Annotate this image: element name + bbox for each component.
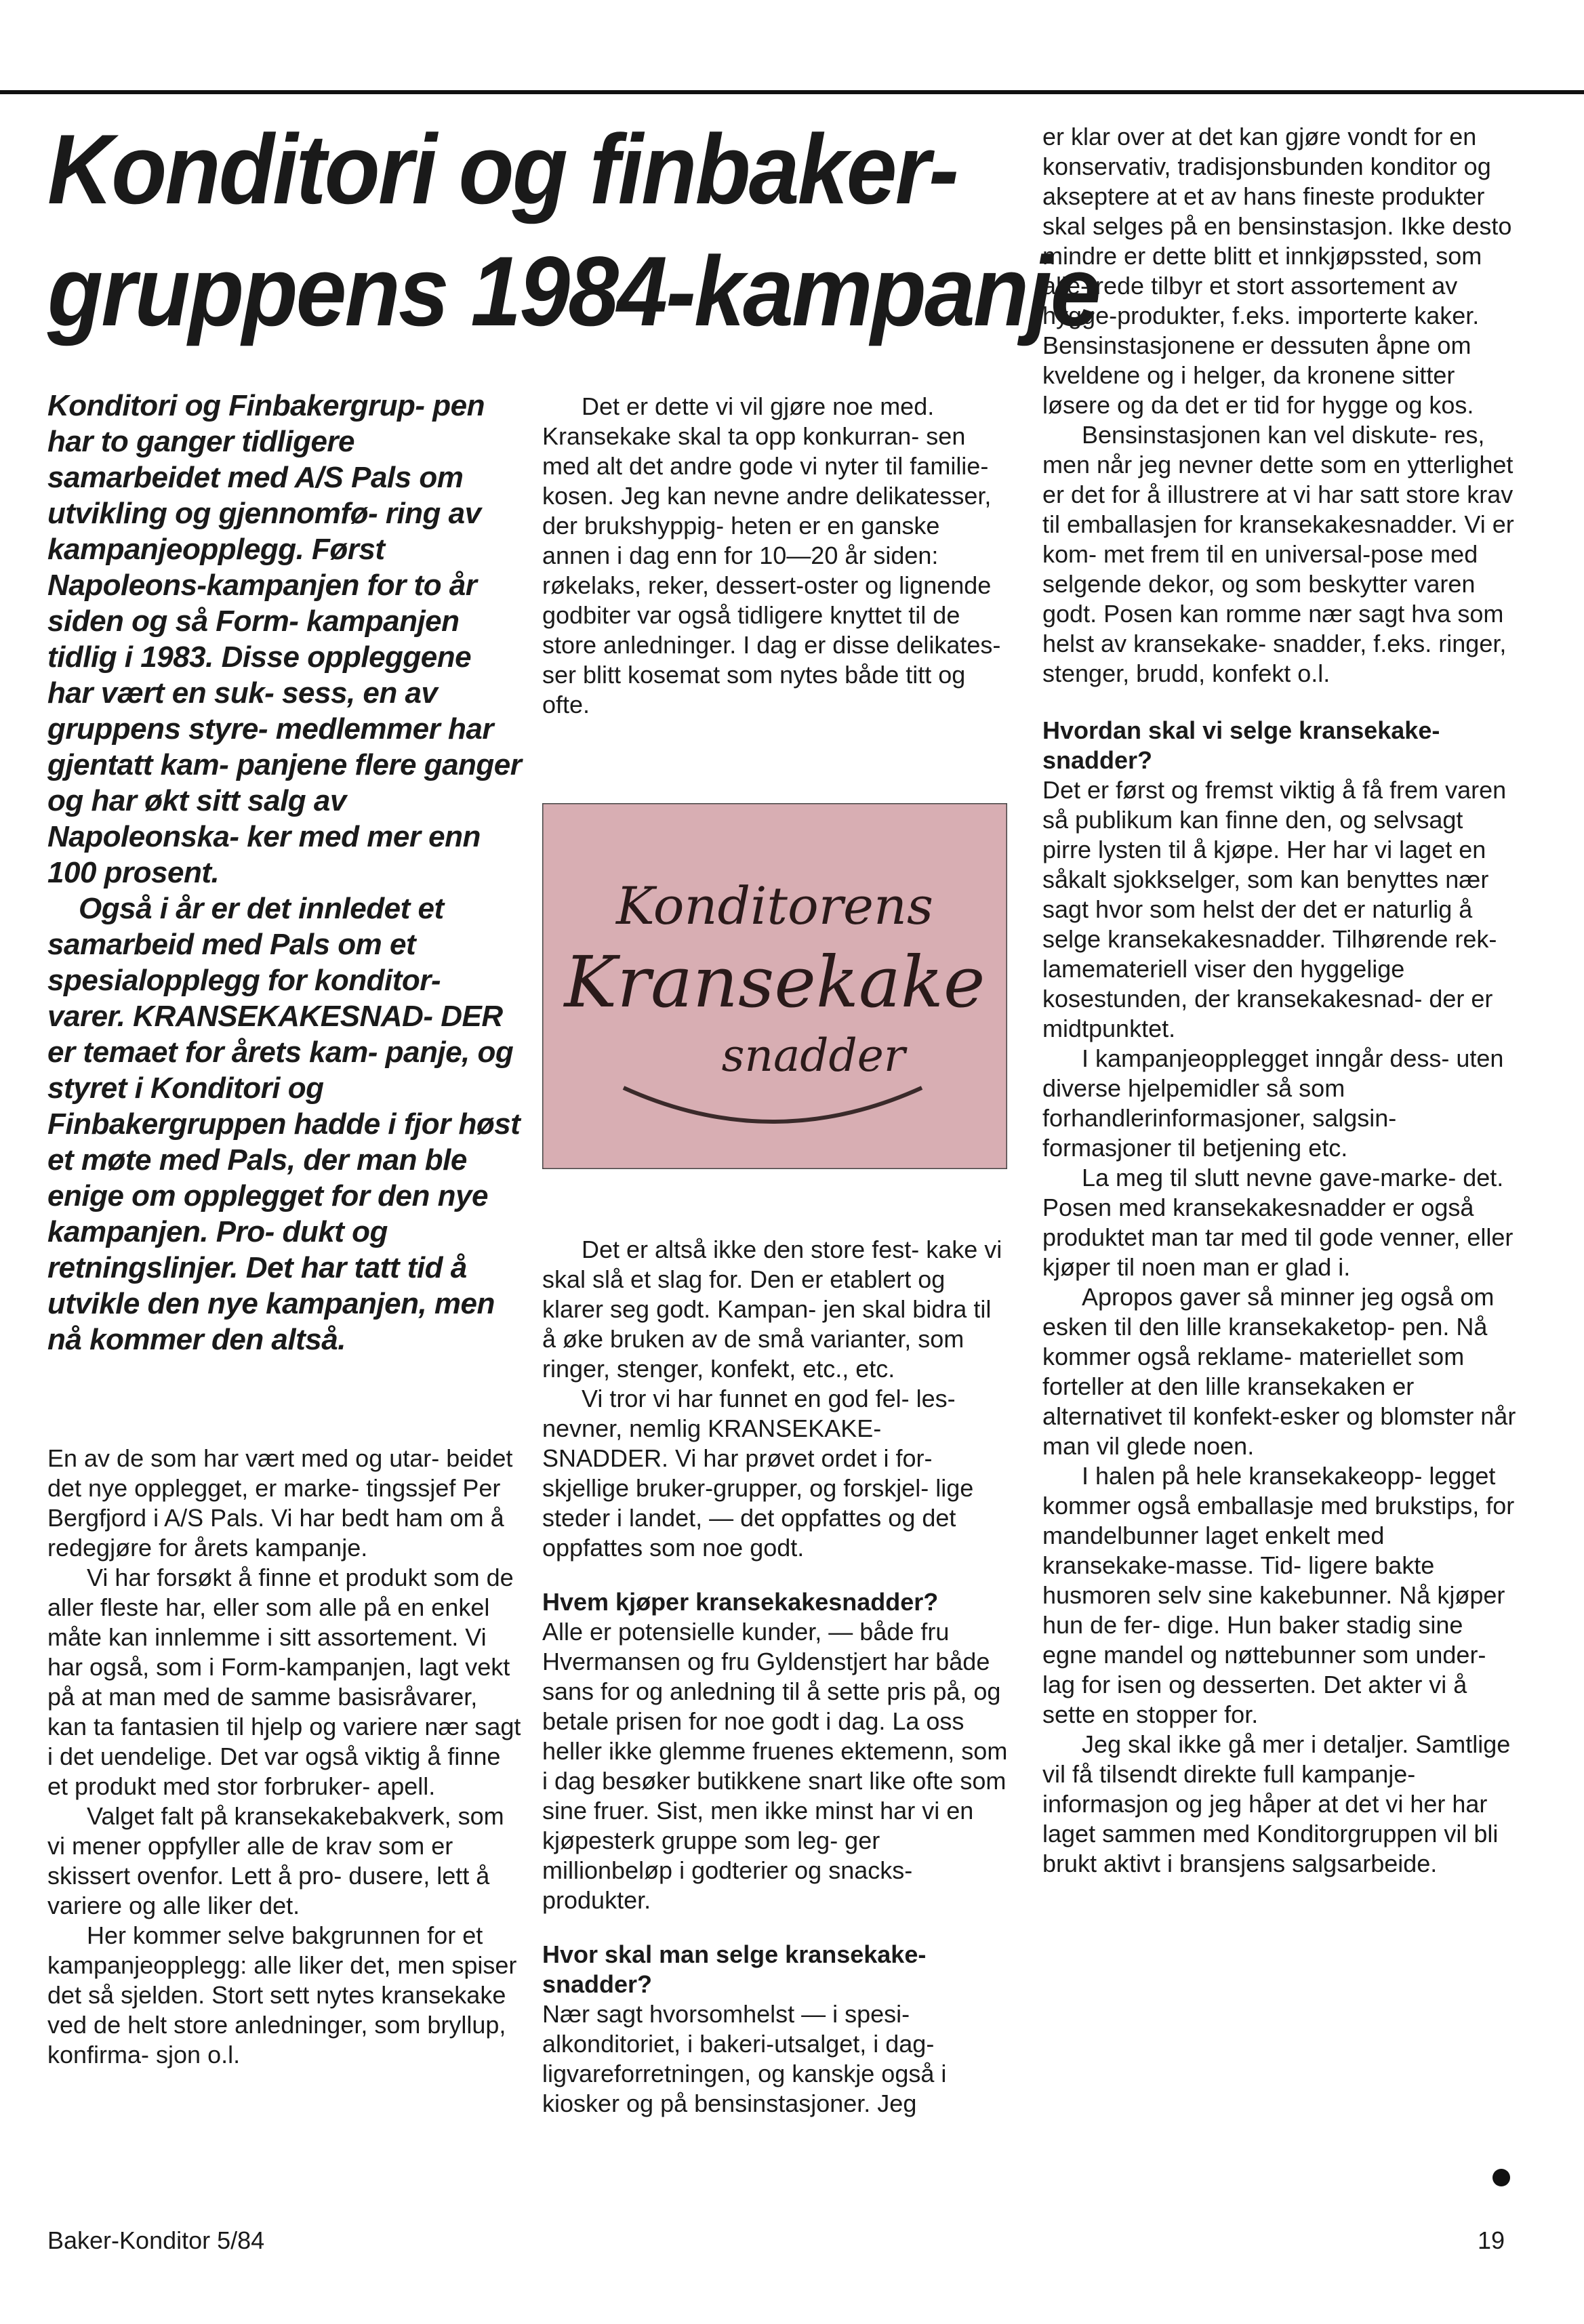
page-number: 19 bbox=[1478, 2226, 1505, 2254]
title-line-2: gruppens 1984-kampanje bbox=[47, 236, 1099, 346]
lead-text: Også i år er det innledet et samarbeid med Pals om et spesialopplegg for konditor- varer. KRANSEKAKESNAD- DER er temaet for årets kam- panje, og styret i Konditori og Finbakergruppen hadde i fjor høst et møte med Pals, der man ble enige om opplegget for den nye kampanjen. Pro- dukt og retningslinjer. Det har tatt tid å utvikle den nye kampanjen, men nå kommer den altså. bbox=[47, 892, 521, 1356]
paragraph: Bensinstasjonen kan vel diskute- res, men når jeg nevner dette som en ytterlighet er det for å illustrere at vi har satt store krav til emballasjen for kransekakesnadder. Vi er kom- met frem til en universal-pose med selgende dekor, og som beskytter varen godt. Posen kan romme nær sagt hva som helst av kransekake- snadder, f.eks. ringer, stenger, brudd, konfekt o.l. bbox=[1042, 421, 1514, 687]
paragraph: Alle er potensielle kunder, — både fru Hvermansen og fru Gyldenstjert har både sans for og anledning til å sette pris på, og betale prisen for noe godt i dag. La oss heller ikke glemme fruenes ektemenn, som i dag besøker butikkene snart like ofte som sine fruer. Sist, men ikke minst har vi en kjøpesterk gruppe som leg- ger millionbeløp i godterier og snacks-produkter. bbox=[542, 1618, 1008, 1914]
end-bullet-icon bbox=[1492, 2169, 1510, 2186]
column-3-body bbox=[1042, 122, 1517, 1879]
footer-publication: Baker-Konditor 5/84 bbox=[47, 2226, 265, 2254]
lead-paragraph bbox=[47, 388, 522, 1358]
kransekake-logo bbox=[542, 803, 1007, 1169]
section-heading: Hvem kjøper kransekakesnadder? bbox=[542, 1588, 939, 1616]
paragraph: Valget falt på kransekakebakverk, som vi mener oppfyller alle de krav som er skissert ovenfor. Lett å pro- dusere, lett å variere og alle liker det. bbox=[47, 1802, 504, 1919]
paragraph: Det er først og fremst viktig å få frem varen så publikum kan finne den, og selvsagt pirre lysten til å kjøpe. Her har vi laget en såkalt sjokkselger, som kan benyttes nær sagt hvor som helst der det er naturlig å selge kransekakesnadder. Tilhørende rek- lamemateriell viser den hyggelige kosestunden, der kransekakesnad- der er midtpunktet. bbox=[1042, 776, 1507, 1042]
logo-line-2: Kransekake bbox=[564, 941, 986, 1023]
paragraph: Vi har forsøkt å finne et produkt som de aller fleste har, eller som alle på en enkel måte kan innlemme i sitt assortement. Vi har også, som i Form-kampanjen, lagt vekt på at man med de samme basisråvarer, kan ta fantasien til hjelp og variere nær sagt i det uendelige. Det var også viktig å finne et produkt med stor forbruker- apell. bbox=[47, 1564, 521, 1800]
lead-text: Konditori og Finbakergrup- pen har to ganger tidligere samarbeidet med A/S Pals om utvikling og gjennomfø- ring av kampanjeopplegg. Først Napoleons-kampanjen for to år siden og så Form- kampanjen tidlig i 1983. Disse oppleggene har vært en suk- sess, en av gruppens styre- medlemmer har gjentatt kam- panjene flere ganger og har økt sitt salg av Napoleonska- ker med mer enn 100 prosent. bbox=[47, 389, 522, 889]
paragraph: Det er dette vi vil gjøre noe med. Kransekake skal ta opp konkurran- sen med alt det andre gode vi nyter til familie-kosen. Jeg kan nevne andre delikatesser, der brukshyppig- heten er en ganske annen i dag enn for 10—20 år siden: røkelaks, reker, dessert-oster og lignende godbiter var også tidligere knyttet til de store anledninger. I dag er disse delikates- ser blitt kosemat som nytes både titt og ofte. bbox=[542, 392, 1001, 718]
paragraph: Her kommer selve bakgrunnen for et kampanjeopplegg: alle liker det, men spiser det så sjelden. Stort sett nytes kransekake ved de helt store anledninger, som bryllup, konfirma- sjon o.l. bbox=[47, 1921, 517, 2068]
paragraph: En av de som har vært med og utar- beidet det nye opplegget, er marke- tingssjef Per Bergfjord i A/S Pals. Vi har bedt ham om å redegjøre for årets kampanje. bbox=[47, 1444, 513, 1562]
paragraph: Det er altså ikke den store fest- kake vi skal slå et slag for. Den er etablert og klarer seg godt. Kampan- jen skal bidra til å øke bruken av de små varianter, som ringer, stenger, konfekt, etc., etc. bbox=[542, 1236, 1002, 1383]
paragraph: I halen på hele kransekakeopp- legget kommer også emballasje med brukstips, for mandelbunner laget enkelt med kransekake-masse. Tid- ligere bakte husmoren selv sine kakebunner. Nå kjøper hun de fer- dige. Hun baker stadig sine egne mandel og nøttebunner som under- lag for isen og desserten. Det akter vi å sette en stopper for. bbox=[1042, 1462, 1515, 1728]
paragraph: Apropos gaver så minner jeg også om esken til den lille kransekaketop- pen. Nå kommer også reklame- materiellet som forteller at den lille kransekaken er alternativet til konfekt-esker og blomster når man vil glede noen. bbox=[1042, 1283, 1516, 1460]
paragraph: Jeg skal ikke gå mer i detaljer. Samtlige vil få tilsendt direkte full kampanje-informasjon og jeg håper at det vi her har laget sammen med Konditorgruppen vil bli brukt aktivt i bransjens salgsarbeide. bbox=[1042, 1730, 1511, 1877]
paragraph: Vi tror vi har funnet en god fel- les-nevner, nemlig KRANSEKAKE- SNADDER. Vi har prøvet ordet i for- skjellige bruker-grupper, og forskjel- lige steder i landet, — det oppfattes og det oppfattes som noe godt. bbox=[542, 1385, 974, 1562]
section-heading: Hvor skal man selge kransekake- snadder? bbox=[542, 1940, 927, 1998]
top-rule bbox=[0, 90, 1584, 94]
logo-line-1: Konditorens bbox=[616, 876, 933, 936]
paragraph: er klar over at det kan gjøre vondt for en konservativ, tradisjonsbunden konditor og akseptere at et av hans fineste produkter skal selges på en bensinstasjon. Ikke desto mindre er dette blitt et innkjøpssted, som alle- rede tilbyr et stort assortement av hygge-produkter, f.eks. importerte kaker. Bensinstasjonene er dessuten åpne om kveldene og i helger, da kronene sitter løsere og da det er tid for hygge og kos. bbox=[1042, 123, 1512, 419]
column-1-body bbox=[47, 1444, 522, 2070]
paragraph: Nær sagt hvorsomhelst — i spesi- alkonditoriet, i bakeri-utsalget, i dag- ligvareforretningen, og kanskje også i kiosker og på bensinstasjoner. Jeg bbox=[542, 2000, 947, 2117]
paragraph: La meg til slutt nevne gave-marke- det. Posen med kransekakesnadder er også produktet man tar med til gode venner, eller kjøper til noen man er glad i. bbox=[1042, 1164, 1514, 1281]
paragraph: I kampanjeopplegget inngår dess- uten diverse hjelpemidler så som forhandlerinformasjoner, salgsin- formasjoner til betjening etc. bbox=[1042, 1044, 1504, 1162]
section-heading: Hvordan skal vi selge kransekake- snadder? bbox=[1042, 716, 1440, 774]
column-2-bottom bbox=[542, 1235, 1010, 2119]
title-line-1: Konditori og finbaker- bbox=[47, 114, 958, 224]
page-title bbox=[47, 108, 1099, 352]
logo-line-3: snadder bbox=[721, 1030, 906, 1082]
column-2-top bbox=[542, 392, 1010, 720]
